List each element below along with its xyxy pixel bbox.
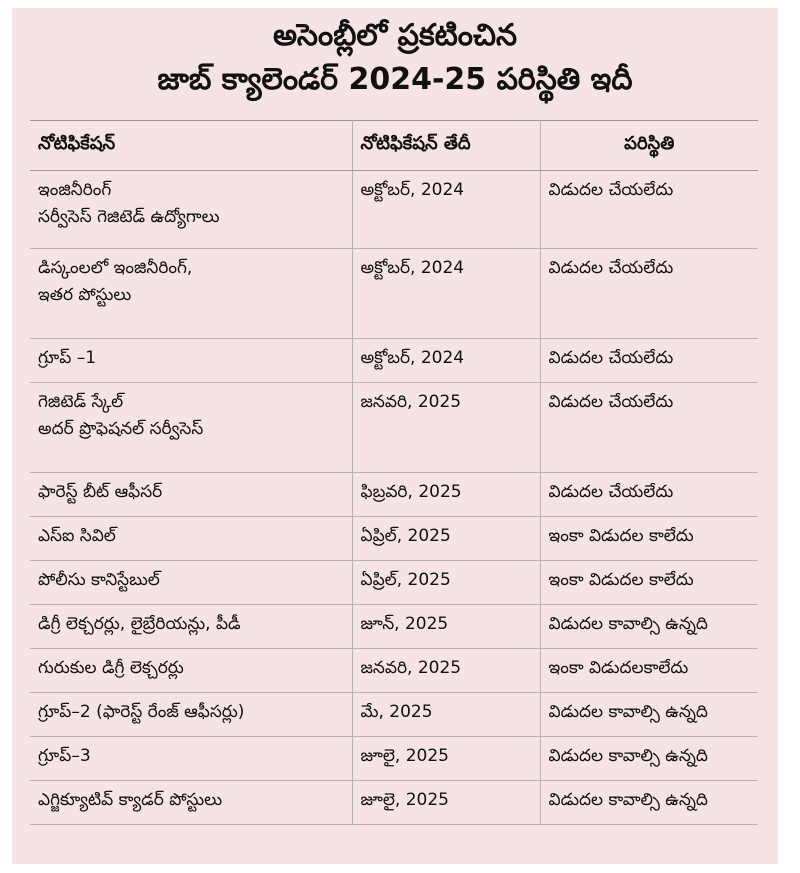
date-cell: అక్టోబర్, 2024 [352, 249, 540, 339]
status-cell: విడుదల కావాల్సి ఉన్నది [540, 605, 758, 649]
table-row [30, 781, 758, 825]
date-cell: ఏప్రిల్, 2025 [352, 561, 540, 605]
status-cell: విడుదల చేయలేదు [540, 473, 758, 517]
table-row [30, 473, 758, 517]
status-cell: విడుదల చేయలేదు [540, 171, 758, 249]
notification-line: డిస్కంలలో ఇంజినీరింగ్, [38, 258, 193, 278]
notification-cell: గ్రూప్–2 (ఫారెస్ట్ రేంజ్ ఆఫీసర్లు) [30, 693, 352, 737]
notification-cell [30, 383, 352, 473]
notification-cell: ఎగ్జిక్యూటివ్ క్యాడర్ పోస్టులు [30, 781, 352, 825]
notification-cell: గ్రూప్–3 [30, 737, 352, 781]
page-title [12, 8, 778, 112]
notification-line: ఇంజినీరింగ్ [38, 180, 112, 200]
notification-line-2: సర్వీసెస్ గెజిటెడ్ ఉద్యోగాలు [38, 207, 220, 227]
status-cell: విడుదల చేయలేదు [540, 383, 758, 473]
notification-line-2: ఇతర పోస్టులు [38, 285, 132, 305]
date-cell: జూలై, 2025 [352, 737, 540, 781]
table-header-row [30, 121, 758, 171]
table-row [30, 605, 758, 649]
date-cell: జనవరి, 2025 [352, 649, 540, 693]
table-row [30, 383, 758, 473]
notification-cell: డిగ్రీ లెక్చరర్లు, లైబ్రేరియన్లు, పీడీ [30, 605, 352, 649]
date-cell: జూలై, 2025 [352, 781, 540, 825]
status-cell: విడుదల కావాల్సి ఉన్నది [540, 781, 758, 825]
table-row [30, 249, 758, 339]
status-cell: ఇంకా విడుదల కాలేదు [540, 517, 758, 561]
status-cell: విడుదల కావాల్సి ఉన్నది [540, 693, 758, 737]
date-cell: అక్టోబర్, 2024 [352, 171, 540, 249]
notification-cell [30, 171, 352, 249]
status-cell: విడుదల కావాల్సి ఉన్నది [540, 737, 758, 781]
notification-cell: గ్రూప్ –1 [30, 339, 352, 383]
date-cell: ఫిబ్రవరి, 2025 [352, 473, 540, 517]
notification-line-2: అదర్ ప్రొఫెషనల్ సర్వీసెస్ [38, 419, 204, 439]
table-row [30, 693, 758, 737]
status-cell: విడుదల చేయలేదు [540, 249, 758, 339]
title-line-2: జాబ్ క్యాలెండర్ 2024-25 పరిస్థితి ఇదీ [157, 62, 633, 97]
header-notification: నోటిఫికేషన్ [30, 121, 352, 171]
table-row [30, 339, 758, 383]
job-calendar-card [12, 8, 778, 864]
date-cell: జూన్, 2025 [352, 605, 540, 649]
header-status: పరిస్థితి [540, 121, 758, 171]
table-row [30, 171, 758, 249]
status-cell: ఇంకా విడుదల కాలేదు [540, 561, 758, 605]
date-cell: మే, 2025 [352, 693, 540, 737]
status-cell: ఇంకా విడుదలకాలేదు [540, 649, 758, 693]
status-cell: విడుదల చేయలేదు [540, 339, 758, 383]
notification-cell: ఎస్ఐ సివిల్ [30, 517, 352, 561]
table-row [30, 649, 758, 693]
date-cell: అక్టోబర్, 2024 [352, 339, 540, 383]
notification-cell: పోలీసు కానిస్టేబుల్ [30, 561, 352, 605]
notification-cell [30, 249, 352, 339]
date-cell: జనవరి, 2025 [352, 383, 540, 473]
notification-cell: గురుకుల డిగ్రీ లెక్చరర్లు [30, 649, 352, 693]
table-row [30, 517, 758, 561]
date-cell: ఏప్రిల్, 2025 [352, 517, 540, 561]
notification-line: గెజిటెడ్ స్కేల్ [38, 392, 124, 412]
title-line-1: అసెంబ్లీలో ప్రకటించిన [272, 18, 518, 53]
table-row [30, 737, 758, 781]
notification-cell: ఫారెస్ట్ బీట్ ఆఫీసర్ [30, 473, 352, 517]
job-calendar-table [30, 120, 758, 825]
table-row [30, 561, 758, 605]
header-notification-date: నోటిఫికేషన్ తేదీ [352, 121, 540, 171]
